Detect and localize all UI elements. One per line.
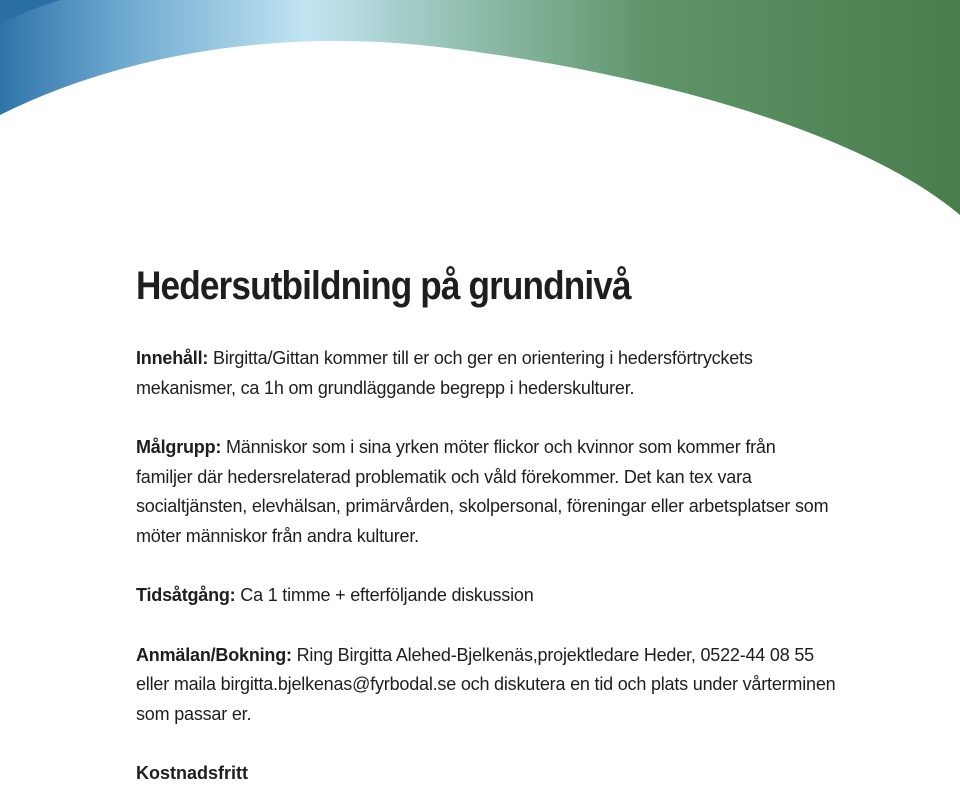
time-section <box>136 581 836 611</box>
target-group-text: Människor som i sina yrken möter flickor och kvinnor som kommer från familjer där hedersrelaterad problematik och våld förekommer. Det kan tex vara socialtjänsten, elevhälsan, primärvården, skolpersonal, föreningar eller arbetsplatser som möter människor från andra kulturer. <box>136 437 829 546</box>
decorative-banner <box>0 0 960 230</box>
target-group-section <box>136 433 836 551</box>
time-text: Ca 1 timme + efterföljande diskussion <box>235 585 534 605</box>
main-content <box>136 258 836 789</box>
time-label: Tidsåtgång: <box>136 585 236 605</box>
page-title: Hedersutbildning på grundnivå <box>136 264 631 308</box>
target-group-label: Målgrupp: <box>136 437 222 457</box>
content-section <box>136 344 836 403</box>
content-label: Innehåll: <box>136 348 209 368</box>
booking-text: Ring Birgitta Alehed-Bjelkenäs,projektledare Heder, 0522-44 08 55 eller maila birgitta.bjelkenas@fyrbodal.se och diskutera en tid och plats under vårterminen som passar er. <box>136 644 836 724</box>
booking-section <box>136 641 836 730</box>
content-text: Birgitta/Gittan kommer till er och ger en orientering i hedersförtryckets mekanismer, ca 1h om grundläggande begrepp i hederskulturer. <box>136 348 753 398</box>
cost-note: Kostnadsfritt <box>136 763 248 783</box>
banner-swoosh <box>0 0 960 215</box>
booking-label: Anmälan/Bokning: <box>136 644 292 665</box>
